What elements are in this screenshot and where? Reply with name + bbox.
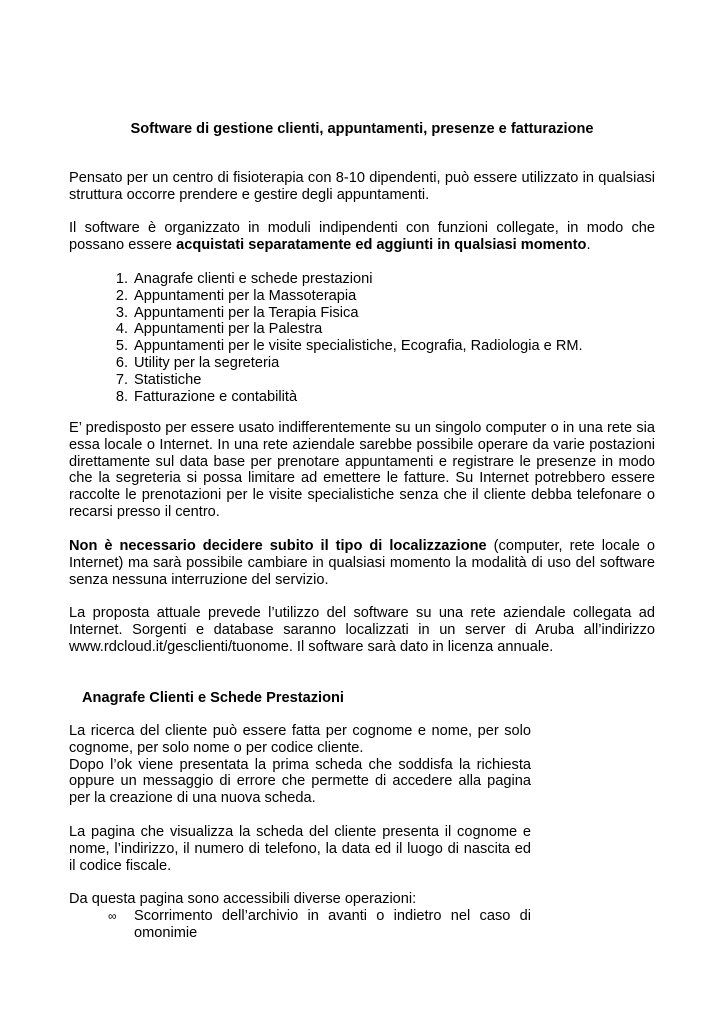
localization-emphasis: Non è necessario decidere subito il tipo di localizzazione [69, 538, 487, 554]
list-number: 8. [115, 388, 128, 405]
localization-paragraph [69, 538, 655, 588]
list-label: Utility per la segreteria [134, 354, 280, 371]
network-paragraph: E’ predisposto per essere usato indifferentemente su un singolo computer o in una rete sia essa locale o Internet. In una rete aziendale sarebbe possibile operare da varie postazioni direttamente sul data base per prenotare appuntamenti e registrare le presenze in modo che la segreteria si possa limitare ad emettere le fatture. Su Internet potrebbero essere raccolte le prenotazioni per le visite specialistiche senza che il cliente debba telefonare o recarsi presso il centro. [69, 420, 655, 520]
list-number: 1. [115, 271, 128, 287]
list-number: 3. [115, 304, 128, 321]
list-label: Appuntamenti per le visite specialistiche, Ecografia, Radiologia e RM. [134, 338, 583, 355]
list-item [108, 908, 531, 942]
search-text-1: La ricerca del cliente può essere fatta per cognome e nome, per solo cognome, per solo nome o per codice cliente. [69, 723, 531, 756]
search-text-2: Dopo l’ok viene presentata la prima scheda che soddisfa la richiesta oppure un messaggio di errore che permette di accedere alla pagina per la creazione di una nuova scheda. [69, 756, 531, 807]
list-label: Scorrimento dell’archivio in avanti o indietro nel caso di omonimie [134, 908, 531, 941]
list-item [108, 288, 583, 305]
document-title: Software di gestione clienti, appuntamenti, presenze e fatturazione [130, 121, 594, 137]
list-item [108, 305, 583, 322]
localization-text: (computer, rete locale o Internet) ma sarà possibile cambiare in qualsiasi momento la modalità di uso del software senza nessuna interruzione del servizio. [69, 538, 655, 588]
list-label: Statistiche [134, 371, 202, 388]
list-label: Appuntamenti per la Terapia Fisica [134, 304, 359, 321]
proposal-paragraph: La proposta attuale prevede l’utilizzo del software su una rete aziendale collegata ad Internet. Sorgenti e database saranno localizzati in un server di Aruba all’indirizzo www.rdcloud.it/gesclienti/tuonome. Il software sarà dato in licenza annuale. [69, 605, 655, 655]
infinity-bullet-icon: ∞ [108, 909, 117, 923]
operations-intro: Da questa pagina sono accessibili diverse operazioni: [69, 891, 417, 907]
modules-intro-emphasis: acquistati separatamente ed aggiunti in qualsiasi momento [176, 236, 587, 253]
list-number: 5. [115, 338, 128, 355]
modules-intro-end: . [586, 236, 591, 253]
list-number: 7. [115, 371, 128, 388]
section-title: Anagrafe Clienti e Schede Prestazioni [82, 690, 344, 706]
list-number: 2. [115, 287, 128, 304]
list-number: 4. [115, 321, 128, 338]
operations-list [108, 908, 531, 942]
list-number: 6. [115, 354, 128, 371]
list-item [108, 338, 583, 355]
list-item [108, 372, 583, 389]
list-item [108, 271, 583, 288]
list-label: Anagrafe clienti e schede prestazioni [134, 271, 373, 287]
list-label: Appuntamenti per la Massoterapia [134, 287, 357, 304]
list-item [108, 321, 583, 338]
list-label: Appuntamenti per la Palestra [134, 321, 323, 338]
modules-intro-paragraph [69, 220, 655, 254]
list-item [108, 355, 583, 372]
modules-intro-text: Il software è organizzato in moduli indipendenti con funzioni collegate, in modo che possano essere [69, 220, 655, 253]
card-paragraph: La pagina che visualizza la scheda del cliente presenta il cognome e nome, l’indirizzo, il numero di telefono, la data ed il luogo di nascita ed il codice fiscale. [69, 824, 531, 874]
intro-paragraph: Pensato per un centro di fisioterapia con 8-10 dipendenti, può essere utilizzato in qualsiasi struttura occorre prendere e gestire degli appuntamenti. [69, 170, 655, 203]
search-paragraph [69, 723, 531, 807]
list-label: Fatturazione e contabilità [134, 388, 298, 405]
list-item [108, 389, 583, 406]
modules-list [108, 271, 583, 405]
